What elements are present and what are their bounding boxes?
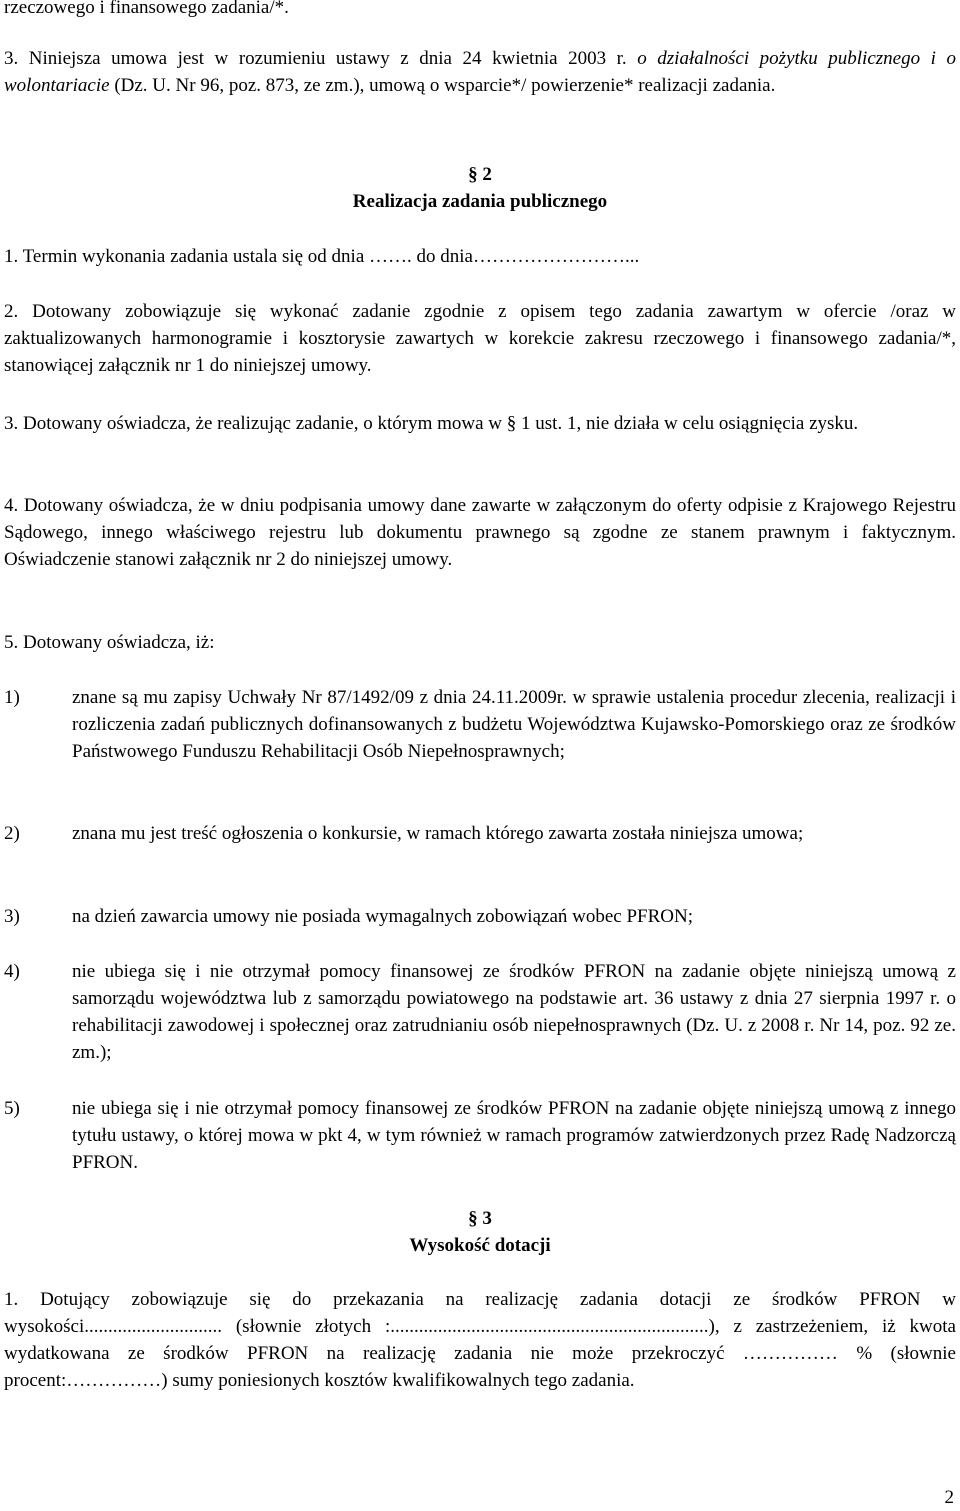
section-2-title: Realizacja zadania publicznego [352,191,608,212]
list-item-4 [4,958,956,1066]
list-item-number: 4) [4,961,20,982]
section-2-paragraph-2: 2. Dotowany zobowiązuje się wykonać zadanie zgodnie z opisem tego zadania zawartym w ofercie /oraz w zaktualizowanych harmonogramie i kosztorysie zawartych w korekcie zakresu rzeczowego i finansowego zadania/*, stanowiącej załącznik nr 1 do niniejszej umowy. [4,301,956,376]
section-2-paragraph-5: 5. Dotowany oświadcza, iż: [4,632,215,653]
paragraph-3-intro [4,45,956,99]
list-item-text: na dzień zawarcia umowy nie posiada wymagalnych zobowiązań wobec PFRON; [72,906,693,927]
list-item-1 [4,684,956,765]
list-item-number: 3) [4,906,20,927]
top-fragment: rzeczowego i finansowego zadania/*. [4,0,289,18]
section-3-title: Wysokość dotacji [409,1235,551,1256]
list-item-number: 1) [4,687,20,708]
section-2-symbol: § 2 [468,164,492,185]
p3-text-b: (Dz. U. Nr 96, poz. 873, ze zm.), umową o wsparcie*/ powierzenie* realizacji zadania. [109,75,776,96]
list-item-2 [4,820,956,847]
list-item-text: znana mu jest treść ogłoszenia o konkursie, w ramach którego zawarta została niniejsza umowa; [72,823,804,844]
list-item-text: znane są mu zapisy Uchwały Nr 87/1492/09 z dnia 24.11.2009r. w sprawie ustalenia procedur zlecenia, realizacji i rozliczenia zadań publicznych dofinansowanych z budżetu Województwa Kujawsko-Pomorskiego oraz ze środków Państwowego Funduszu Rehabilitacji Osób Niepełnosprawnych; [72,687,956,762]
section-2-paragraph-3: 3. Dotowany oświadcza, że realizując zadanie, o którym mowa w § 1 ust. 1, nie działa w celu osiągnięcia zysku. [4,413,859,434]
section-2-paragraph-1: 1. Termin wykonania zadania ustala się od dnia ……. do dnia……………………... [4,246,640,267]
page-number: 2 [944,1487,954,1508]
section-2-paragraph-4: 4. Dotowany oświadcza, że w dniu podpisania umowy dane zawarte w załączonym do oferty odpisie z Krajowego Rejestru Sądowego, innego właściwego rejestru lub dokumentu prawnego są zgodne ze stanem prawnym i faktycznym. Oświadczenie stanowi załącznik nr 2 do niniejszej umowy. [4,495,956,570]
section-3-paragraph-1: 1. Dotujący zobowiązuje się do przekazania na realizację zadania dotacji ze środków PFRON w wysokości............................. (słownie złotych :...................................................................), z zastrzeżeniem, iż kwota wydatkowana ze środków PFRON na realizację zadania nie może przekroczyć …………… % (słownie procent:……………) sumy poniesionych kosztów kwalifikowalnych tego zadania. [4,1289,956,1391]
list-item-text: nie ubiega się i nie otrzymał pomocy finansowej ze środków PFRON na zadanie objęte niniejszą umową z innego tytułu ustawy, o której mowa w pkt 4, w tym również w ramach programów zatwierdzonych przez Radę Nadzorczą PFRON. [72,1098,956,1173]
p3-italic-act: o działalności pożytku publicznego i o wolontariacie [4,48,956,96]
list-item-text: nie ubiega się i nie otrzymał pomocy finansowej ze środków PFRON na zadanie objęte niniejszą umową z samorządu województwa lub z samorządu powiatowego na podstawie art. 36 ustawy z dnia 27 sierpnia 1997 r. o rehabilitacji zawodowej i społecznej oraz zatrudnianiu osób niepełnosprawnych (Dz. U. z 2008 r. Nr 14, poz. 92 ze. zm.); [72,961,956,1063]
list-item-3 [4,903,956,930]
list-item-number: 2) [4,823,20,844]
section-3-symbol: § 3 [468,1208,492,1229]
list-item-number: 5) [4,1098,20,1119]
list-item-5 [4,1095,956,1176]
p3-text-a: 3. Niniejsza umowa jest w rozumieniu ustawy z dnia 24 kwietnia 2003 r. [4,48,638,69]
